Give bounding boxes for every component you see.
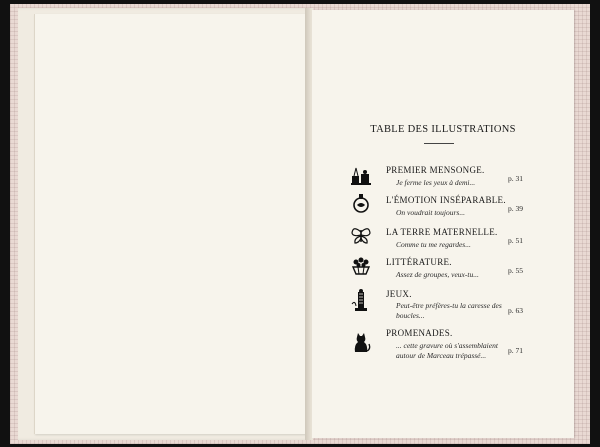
entry-title: PROMENADES. bbox=[386, 328, 453, 338]
toc-title: TABLE DES ILLUSTRATIONS bbox=[370, 124, 516, 135]
inkwell-icon bbox=[350, 164, 372, 186]
left-page bbox=[34, 14, 307, 434]
entry-subtitle: Assez de groupes, veux-tu... bbox=[396, 270, 479, 279]
entry-subtitle: Peut-être préfères-tu la caresse des bbox=[396, 301, 502, 310]
column-icon bbox=[350, 288, 372, 314]
cat-icon bbox=[350, 332, 372, 354]
entry-subtitle: On voudrait toujours... bbox=[396, 208, 465, 217]
flower-basket-icon bbox=[350, 255, 372, 277]
butterfly-icon bbox=[350, 224, 372, 246]
entry-title: LA TERRE MATERNELLE. bbox=[386, 227, 498, 237]
entry-subtitle: Je ferme les yeux à demi... bbox=[396, 178, 476, 187]
entry-page: p. 55 bbox=[508, 266, 523, 275]
entry-page: p. 51 bbox=[508, 236, 523, 245]
entry-title: JEUX. bbox=[386, 289, 412, 299]
entry-subtitle: ... cette gravure où s'assemblaient bbox=[396, 341, 498, 350]
entry-subtitle: Comme tu me regardes... bbox=[396, 240, 471, 249]
entry-title: L'ÉMOTION INSÉPARABLE. bbox=[386, 195, 506, 205]
entry-title: LITTÉRATURE. bbox=[386, 257, 452, 267]
entry-page: p. 39 bbox=[508, 204, 523, 213]
entry-subtitle-line2: autour de Marceau trépassé... bbox=[396, 351, 487, 360]
entry-page: p. 31 bbox=[508, 174, 523, 183]
title-rule bbox=[424, 143, 454, 144]
entry-subtitle-line2: boucles... bbox=[396, 311, 425, 320]
bottle-icon bbox=[350, 192, 372, 214]
entry-title: PREMIER MENSONGE. bbox=[386, 165, 485, 175]
entry-page: p. 63 bbox=[508, 306, 523, 315]
entry-page: p. 71 bbox=[508, 346, 523, 355]
right-page bbox=[312, 10, 574, 438]
